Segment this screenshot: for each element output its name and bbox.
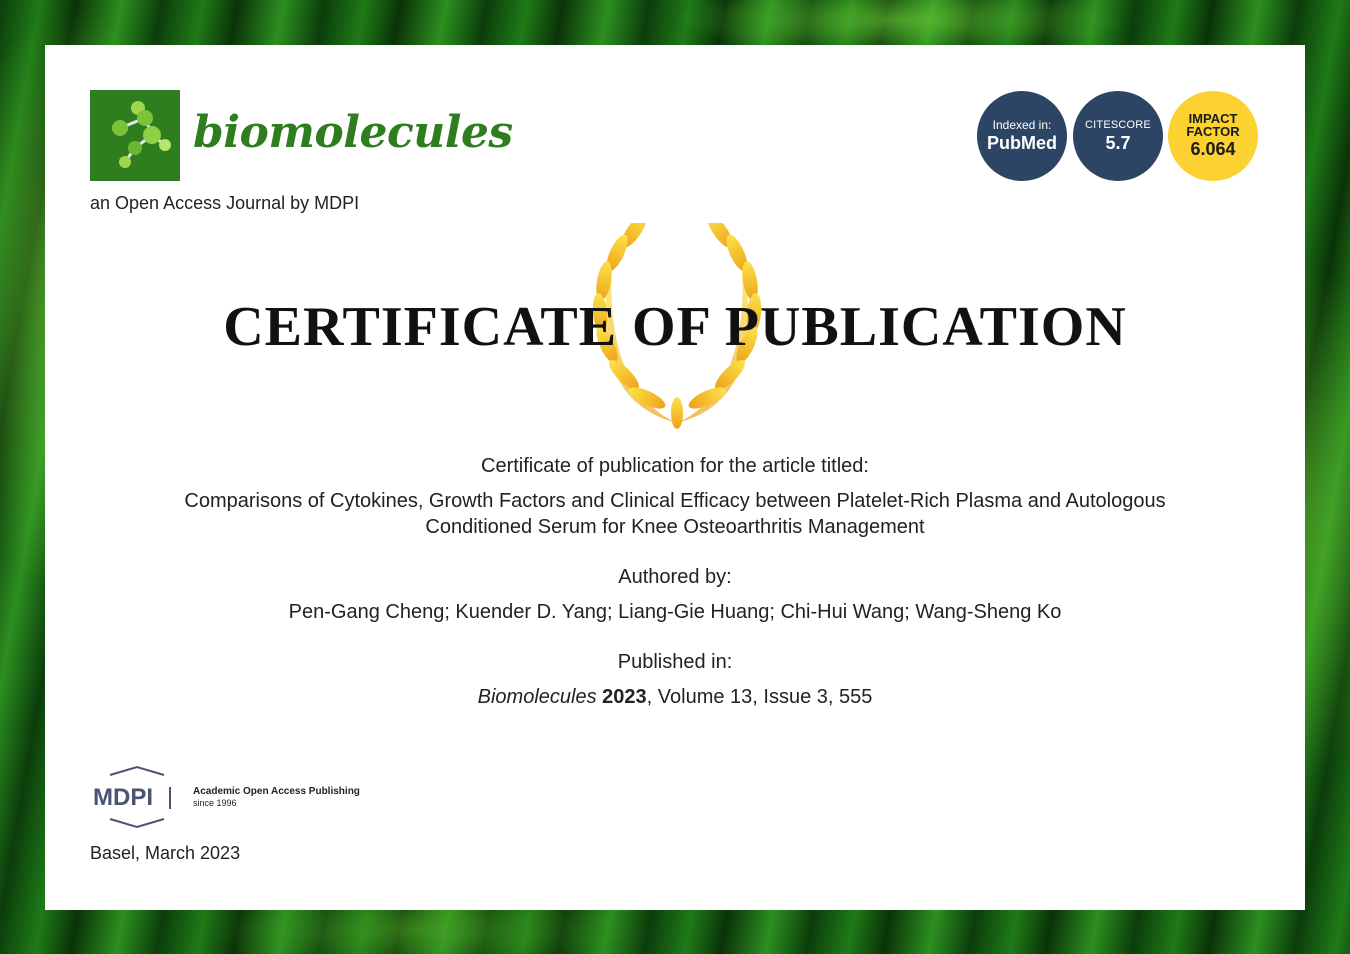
- certificate-intro: Certificate of publication for the article titled:: [481, 455, 869, 477]
- journal-subtitle: an Open Access Journal by MDPI: [90, 193, 360, 213]
- article-title-line1: Comparisons of Cytokines, Growth Factors and Clinical Efficacy between Platelet-Rich Plasma and Autologous: [184, 490, 1166, 512]
- journal-name: biomolecules: [193, 107, 513, 158]
- pubmed-value: PubMed: [987, 132, 1057, 153]
- impact-label-line1: IMPACT: [1188, 111, 1238, 126]
- citescore-value: 5.7: [1105, 132, 1131, 153]
- citation: [45, 684, 1305, 710]
- impact-value: 6.064: [1190, 139, 1236, 159]
- citation-details: , Volume 13, Issue 3, 555: [646, 686, 873, 708]
- citation-journal: Biomolecules: [477, 686, 597, 708]
- mdpi-logo-icon: [90, 765, 184, 829]
- published-in-label: Published in:: [617, 651, 733, 673]
- authors-list: Pen-Gang Cheng; Kuender D. Yang; Liang-Gie Huang; Chi-Hui Wang; Wang-Sheng Ko: [288, 601, 1062, 623]
- certificate-title: CERTIFICATE OF PUBLICATION: [223, 296, 1127, 358]
- authored-by-label: Authored by:: [618, 566, 732, 588]
- citescore-badge: [1073, 91, 1163, 181]
- certificate-card: [45, 45, 1305, 910]
- citescore-label: CITESCORE: [1085, 118, 1151, 131]
- pubmed-label: Indexed in:: [992, 117, 1052, 132]
- impact-label-line2: FACTOR: [1186, 124, 1240, 139]
- citation-year: 2023: [602, 686, 647, 708]
- impact-factor-badge: [1168, 91, 1258, 181]
- journal-logo-icon: [90, 90, 180, 181]
- publisher-tagline: Academic Open Access Publishing: [193, 786, 360, 797]
- article-title-line2: Conditioned Serum for Knee Osteoarthritis Management: [425, 516, 925, 538]
- pubmed-badge: [977, 91, 1067, 181]
- place-and-date: Basel, March 2023: [90, 843, 241, 863]
- mdpi-logo-text: MDPI: [93, 784, 153, 811]
- publisher-since: since 1996: [193, 798, 237, 808]
